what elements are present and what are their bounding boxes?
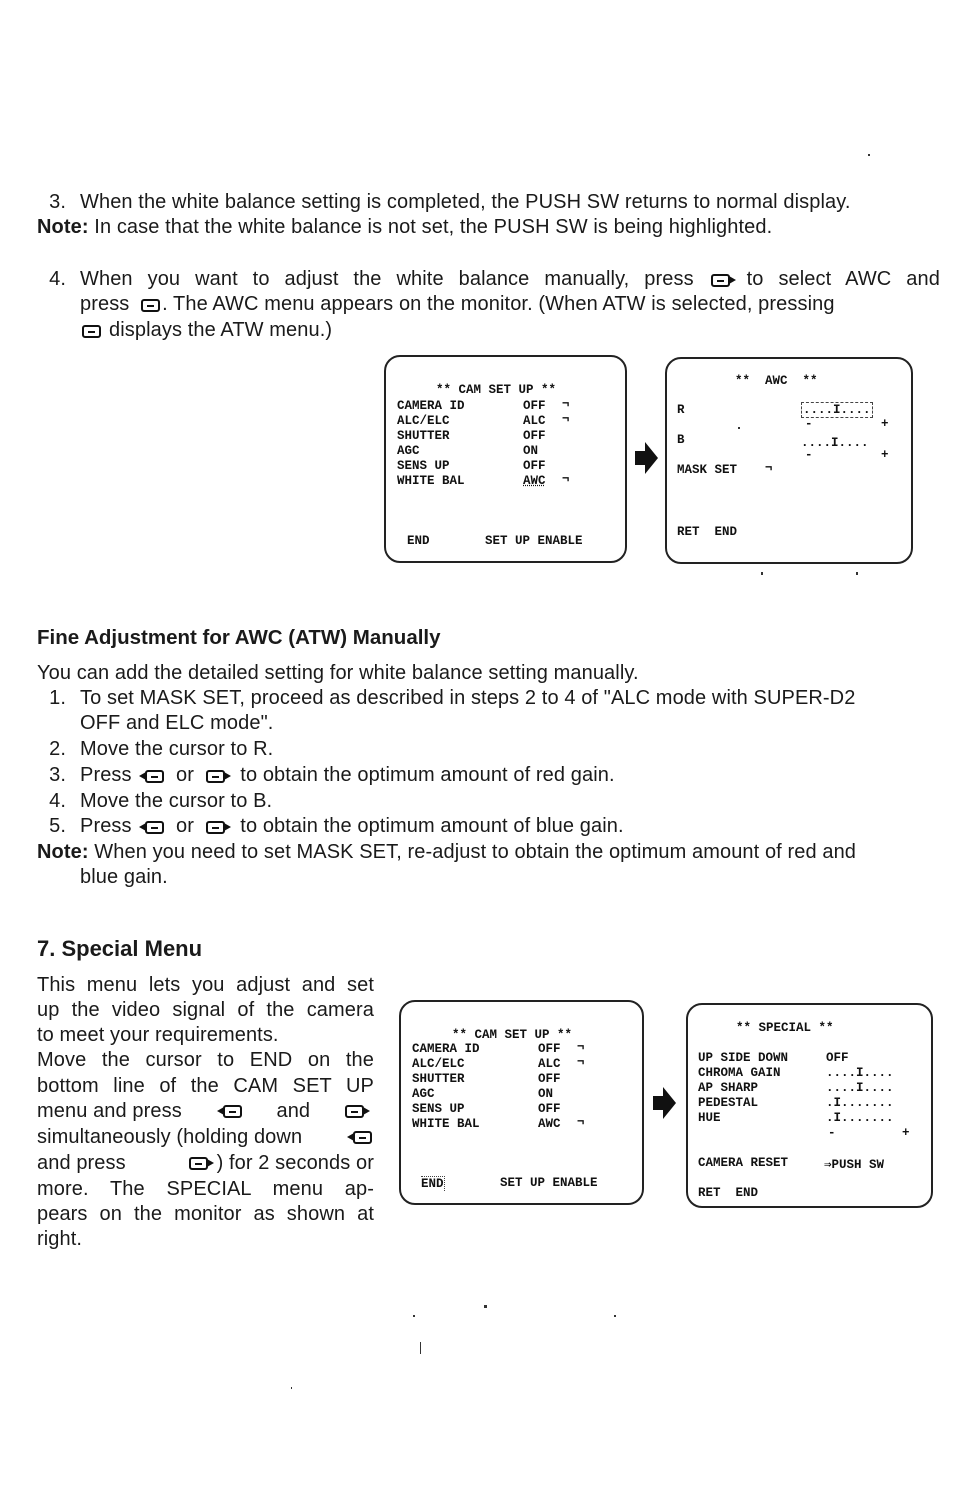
step-text (80, 763, 615, 788)
fine-adjustment-heading: Fine Adjustment for AWC (ATW) Manually (37, 626, 441, 649)
menu-row-value: .I....... (826, 1111, 894, 1125)
menu-footer-ret-end: RET END (677, 525, 738, 539)
menu-row-label: WHITE BAL (412, 1117, 480, 1131)
menu-row-label: SENS UP (412, 1102, 465, 1116)
step-text: OFF and ELC mode". (80, 712, 274, 734)
special-menu-screen (686, 1003, 933, 1208)
description-text: ) for 2 seconds or (216, 1152, 374, 1174)
plus-sign: + (902, 1126, 910, 1140)
description-text: simultaneously (holding down (37, 1126, 303, 1148)
menu-row-label: SENS UP (397, 459, 450, 473)
right-arrow-icon (633, 440, 659, 476)
press-text: Press (80, 764, 132, 786)
menu-row-value: OFF (826, 1051, 849, 1065)
set-button-icon (141, 299, 160, 312)
menu-row-label: CHROMA GAIN (698, 1066, 781, 1080)
menu-row-value: OFF (523, 399, 546, 413)
note-text: When you need to set MASK SET, re-adjust to obtain the optimum amount of red and (94, 841, 857, 863)
note-text: In case that the white balance is not set, the PUSH SW is being highlighted. (94, 216, 773, 238)
plus-sign: + (881, 448, 889, 462)
or-text: or (175, 815, 194, 837)
r-label: R (677, 403, 685, 417)
step-number: 4. (49, 268, 66, 290)
step-text: Move the cursor to B. (80, 790, 273, 812)
menu-row-value: OFF (538, 1072, 561, 1086)
step-number: 5. (49, 815, 66, 837)
menu-row-label: ALC/ELC (412, 1057, 465, 1071)
menu-row-value: ....I.... (826, 1066, 894, 1080)
left-button-icon (223, 1105, 242, 1118)
scan-speck (484, 1305, 487, 1308)
menu-row-value: ALC (538, 1057, 561, 1071)
menu-footer-end: END (407, 534, 430, 548)
menu-row-label: PEDESTAL (698, 1096, 759, 1110)
step-4-text-b: to select AWC and (746, 268, 940, 290)
step-4-line-3 (80, 318, 332, 343)
scan-speck (413, 1315, 415, 1317)
menu-title: ** SPECIAL ** (736, 1021, 834, 1035)
menu-row-label: AGC (397, 444, 420, 458)
menu-row-label: WHITE BAL (397, 474, 465, 488)
description-line: This menu lets you adjust and set (37, 974, 374, 996)
menu-row-value-selected: AWC (523, 474, 546, 488)
description-text: and (276, 1100, 311, 1122)
step-text-tail: to obtain the optimum amount of blue gain. (240, 815, 624, 837)
menu-footer-setup-enable: SET UP ENABLE (500, 1176, 598, 1190)
scan-speck (614, 1315, 616, 1317)
b-label: B (677, 433, 685, 447)
menu-footer-setup-enable: SET UP ENABLE (485, 534, 583, 548)
scan-speck (761, 572, 763, 575)
description-line: pears on the monitor as shown at (37, 1203, 374, 1225)
menu-title: ** CAM SET UP ** (436, 383, 557, 397)
note-label: Note: (37, 841, 89, 863)
awc-menu-screen (665, 357, 913, 564)
scan-speck (868, 154, 870, 156)
submenu-arrow-icon: ¬ (562, 472, 570, 486)
scan-speck (420, 1342, 421, 1354)
step-number: 2. (49, 738, 66, 760)
step-text: To set MASK SET, proceed as described in steps 2 to 4 of "ALC mode with SUPER-D2 (80, 687, 856, 709)
step-text-tail: to obtain the optimum amount of red gain. (240, 764, 615, 786)
menu-row-value: ....I.... (826, 1081, 894, 1095)
submenu-arrow-icon: ¬ (577, 1115, 585, 1129)
scan-speck (856, 572, 858, 575)
right-button-icon (189, 1157, 208, 1170)
step-number: 4. (49, 790, 66, 812)
step-text: When the white balance setting is completed, the PUSH SW returns to normal display. (80, 191, 851, 213)
menu-row-value: OFF (523, 459, 546, 473)
left-button-icon (145, 821, 164, 834)
menu-title: ** CAM SET UP ** (452, 1028, 573, 1042)
menu-row-label: AGC (412, 1087, 435, 1101)
note-text-line-2: blue gain. (80, 866, 168, 888)
menu-footer-ret-end: RET END (698, 1186, 759, 1200)
menu-row-value: ON (523, 444, 539, 458)
submenu-arrow-icon: ¬ (562, 397, 570, 411)
menu-row-label: AP SHARP (698, 1081, 759, 1095)
description-line: up the video signal of the camera (37, 999, 374, 1021)
right-button-icon (345, 1105, 364, 1118)
right-button-icon (206, 821, 225, 834)
right-button-icon (711, 274, 730, 287)
minus-sign: - (805, 417, 813, 431)
menu-row-value: OFF (538, 1042, 561, 1056)
menu-row-label: CAMERA ID (412, 1042, 480, 1056)
menu-row-value: AWC (538, 1117, 561, 1131)
menu-row-label: SHUTTER (412, 1072, 465, 1086)
minus-sign: - (828, 1126, 836, 1140)
description-line-6 (37, 1099, 374, 1124)
cam-setup-menu-screen-1 (384, 355, 627, 563)
mask-set-label: MASK SET (677, 463, 738, 477)
r-gain-scale: ....I.... (803, 403, 871, 417)
description-line: to meet your requirements. (37, 1024, 279, 1046)
step-number: 3. (49, 764, 66, 786)
camera-reset-label: CAMERA RESET (698, 1156, 789, 1170)
submenu-arrow-icon: ¬ (562, 412, 570, 426)
or-text: or (175, 764, 194, 786)
left-button-icon (145, 770, 164, 783)
description-line: Move the cursor to END on the (37, 1049, 374, 1071)
camera-reset-value: ⇒PUSH SW (824, 1158, 885, 1172)
menu-title: ** AWC ** (735, 374, 818, 388)
menu-row-label: UP SIDE DOWN (698, 1051, 789, 1065)
fine-adjustment-intro: You can add the detailed setting for white balance setting manually. (37, 662, 639, 684)
menu-row-label: CAMERA ID (397, 399, 465, 413)
description-line-8 (37, 1151, 374, 1176)
press-text: Press (80, 815, 132, 837)
cam-setup-menu-screen-2 (399, 1000, 644, 1205)
plus-sign: + (881, 417, 889, 431)
step-4-text-a: When you want to adjust the white balance manually, press (80, 268, 694, 290)
submenu-arrow-icon: ¬ (577, 1055, 585, 1069)
menu-row-value: ON (538, 1087, 554, 1101)
special-menu-heading: 7. Special Menu (37, 936, 203, 961)
menu-row-value: OFF (523, 429, 546, 443)
b-gain-scale: ....I.... (801, 436, 869, 450)
description-line-7 (37, 1125, 374, 1150)
set-button-icon (82, 325, 101, 338)
description-line: more. The SPECIAL menu ap- (37, 1178, 374, 1200)
submenu-arrow-icon: ¬ (765, 461, 773, 475)
submenu-arrow-icon: ¬ (577, 1040, 585, 1054)
menu-row-label: ALC/ELC (397, 414, 450, 428)
menu-footer-end-selected: END (421, 1177, 444, 1191)
step-text: Move the cursor to R. (80, 738, 274, 760)
step-4-text-d: . The AWC menu appears on the monitor. (When ATW is selected, pressing (162, 293, 835, 315)
step-number: 1. (49, 687, 66, 709)
step-4-line-2 (80, 292, 940, 317)
description-line: bottom line of the CAM SET UP (37, 1075, 374, 1097)
step-number: 3. (49, 191, 66, 213)
left-button-icon (353, 1131, 372, 1144)
step-4-text-e: displays the ATW menu.) (109, 319, 333, 341)
step-4-text-c: press (80, 293, 130, 315)
menu-row-value: .I....... (826, 1096, 894, 1110)
step-4-line-1 (80, 267, 940, 292)
minus-sign: - (805, 448, 813, 462)
description-text: menu and press (37, 1100, 182, 1122)
scan-speck (738, 427, 740, 429)
step-text (80, 814, 624, 839)
right-button-icon (206, 770, 225, 783)
description-text: and press (37, 1152, 126, 1174)
scan-speck (291, 1387, 292, 1389)
menu-row-value: ALC (523, 414, 546, 428)
note-label: Note: (37, 216, 89, 238)
menu-row-label: HUE (698, 1111, 721, 1125)
description-line: right. (37, 1228, 83, 1250)
right-arrow-icon (651, 1085, 677, 1121)
menu-row-label: SHUTTER (397, 429, 450, 443)
menu-row-value: OFF (538, 1102, 561, 1116)
